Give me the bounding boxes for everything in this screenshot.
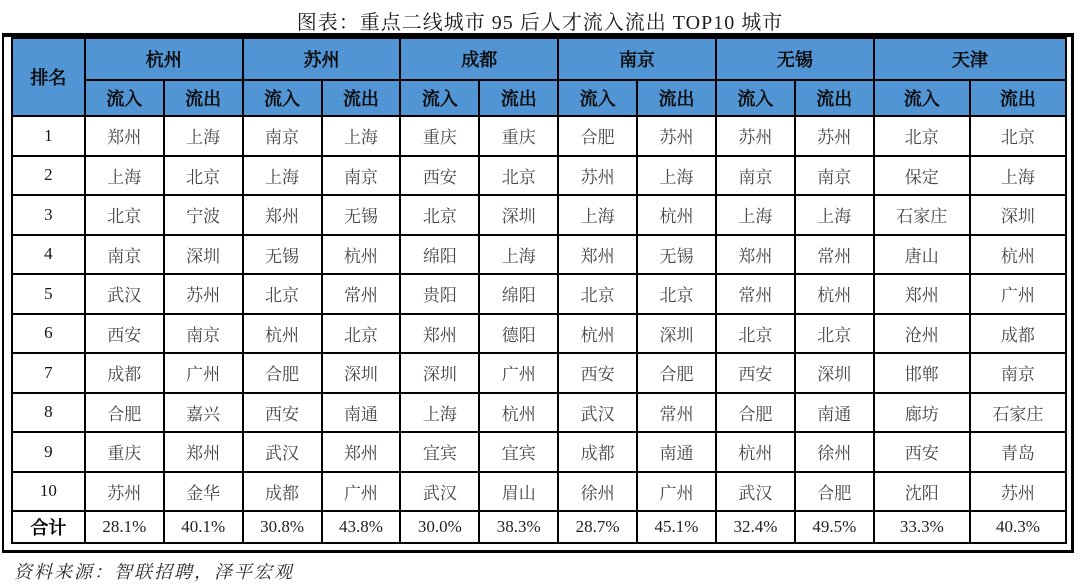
city-cell: 廊坊: [874, 393, 970, 433]
total-cell: 28.1%: [85, 511, 164, 543]
city-cell: 成都: [558, 432, 637, 472]
subheader-inflow-1: 流入: [85, 80, 164, 116]
city-cell: 苏州: [716, 116, 795, 156]
table-row: [12, 195, 1066, 235]
city-cell: 深圳: [795, 353, 874, 393]
city-cell: 杭州: [243, 314, 322, 354]
city-cell: 南通: [637, 432, 716, 472]
city-cell: 南京: [970, 353, 1066, 393]
city-cell: 徐州: [558, 472, 637, 512]
city-cell: 南京: [795, 156, 874, 196]
city-cell: 南通: [322, 393, 401, 433]
city-cell: 郑州: [874, 274, 970, 314]
city-cell: 西安: [400, 156, 479, 196]
subheader-outflow-4: 流出: [637, 80, 716, 116]
city-cell: 杭州: [322, 235, 401, 275]
city-cell: 杭州: [716, 432, 795, 472]
rank-cell: 5: [12, 274, 85, 314]
subheader-outflow-6: 流出: [970, 80, 1066, 116]
city-cell: 重庆: [85, 432, 164, 472]
subheader-inflow-5: 流入: [716, 80, 795, 116]
city-cell: 郑州: [558, 235, 637, 275]
city-cell: 苏州: [970, 472, 1066, 512]
city-cell: 广州: [164, 353, 243, 393]
city-cell: 南京: [322, 156, 401, 196]
table-row: [12, 156, 1066, 196]
city-cell: 合肥: [716, 393, 795, 433]
total-cell: 40.1%: [164, 511, 243, 543]
header-rank: 排名: [12, 38, 85, 116]
table-row: [12, 432, 1066, 472]
city-cell: 无锡: [322, 195, 401, 235]
city-cell: 无锡: [243, 235, 322, 275]
city-cell: 上海: [637, 156, 716, 196]
city-cell: 沈阳: [874, 472, 970, 512]
city-cell: 杭州: [558, 314, 637, 354]
city-cell: 郑州: [322, 432, 401, 472]
header-city-2: 苏州: [243, 38, 401, 80]
city-cell: 宁波: [164, 195, 243, 235]
table-header: [12, 38, 1066, 116]
table-row: [12, 472, 1066, 512]
city-cell: 合肥: [558, 116, 637, 156]
subheader-inflow-4: 流入: [558, 80, 637, 116]
city-cell: 北京: [479, 156, 558, 196]
city-cell: 成都: [85, 353, 164, 393]
rank-cell: 7: [12, 353, 85, 393]
city-cell: 西安: [85, 314, 164, 354]
city-cell: 金华: [164, 472, 243, 512]
city-cell: 武汉: [558, 393, 637, 433]
rank-cell: 6: [12, 314, 85, 354]
city-cell: 合肥: [637, 353, 716, 393]
city-cell: 郑州: [85, 116, 164, 156]
city-cell: 郑州: [400, 314, 479, 354]
city-cell: 北京: [558, 274, 637, 314]
city-cell: 上海: [85, 156, 164, 196]
city-cell: 武汉: [716, 472, 795, 512]
city-cell: 沧州: [874, 314, 970, 354]
city-cell: 保定: [874, 156, 970, 196]
city-cell: 常州: [637, 393, 716, 433]
rank-cell: 10: [12, 472, 85, 512]
city-cell: 德阳: [479, 314, 558, 354]
subheader-inflow-2: 流入: [243, 80, 322, 116]
city-cell: 广州: [970, 274, 1066, 314]
city-cell: 苏州: [85, 472, 164, 512]
page-title: 图表：重点二线城市 95 后人才流入流出 TOP10 城市: [296, 12, 784, 34]
city-cell: 南京: [85, 235, 164, 275]
city-cell: 徐州: [795, 432, 874, 472]
subheader-inflow-3: 流入: [400, 80, 479, 116]
city-cell: 上海: [243, 156, 322, 196]
city-cell: 合肥: [85, 393, 164, 433]
city-cell: 上海: [164, 116, 243, 156]
city-cell: 上海: [400, 393, 479, 433]
subheader-outflow-5: 流出: [795, 80, 874, 116]
city-cell: 杭州: [637, 195, 716, 235]
city-cell: 上海: [558, 195, 637, 235]
total-cell: 43.8%: [322, 511, 401, 543]
total-cell: 32.4%: [716, 511, 795, 543]
header-city-3: 成都: [400, 38, 558, 80]
city-cell: 北京: [795, 314, 874, 354]
city-cell: 成都: [243, 472, 322, 512]
city-cell: 郑州: [164, 432, 243, 472]
city-cell: 深圳: [479, 195, 558, 235]
header-city-5: 无锡: [716, 38, 874, 80]
city-cell: 杭州: [795, 274, 874, 314]
talent-table: [11, 37, 1067, 544]
total-label: 合计: [12, 511, 85, 543]
city-cell: 郑州: [243, 195, 322, 235]
source-note: 资料来源：智联招聘，泽平宏观: [14, 562, 294, 582]
city-cell: 合肥: [795, 472, 874, 512]
city-cell: 重庆: [400, 116, 479, 156]
total-cell: 30.0%: [400, 511, 479, 543]
city-cell: 深圳: [322, 353, 401, 393]
city-cell: 杭州: [970, 235, 1066, 275]
city-cell: 苏州: [795, 116, 874, 156]
city-cell: 广州: [637, 472, 716, 512]
city-cell: 杭州: [479, 393, 558, 433]
total-cell: 38.3%: [479, 511, 558, 543]
city-cell: 南京: [243, 116, 322, 156]
city-cell: 武汉: [400, 472, 479, 512]
city-cell: 北京: [243, 274, 322, 314]
table-row: [12, 274, 1066, 314]
city-cell: 成都: [970, 314, 1066, 354]
total-cell: 33.3%: [874, 511, 970, 543]
city-cell: 广州: [479, 353, 558, 393]
city-cell: 嘉兴: [164, 393, 243, 433]
city-cell: 广州: [322, 472, 401, 512]
city-cell: 合肥: [243, 353, 322, 393]
subheader-row: [12, 80, 1066, 116]
city-cell: 武汉: [85, 274, 164, 314]
table-row: [12, 353, 1066, 393]
city-cell: 唐山: [874, 235, 970, 275]
city-cell: 武汉: [243, 432, 322, 472]
city-cell: 无锡: [637, 235, 716, 275]
city-cell: 宜宾: [479, 432, 558, 472]
city-cell: 苏州: [637, 116, 716, 156]
table-frame: [2, 33, 1074, 553]
city-cell: 重庆: [479, 116, 558, 156]
city-cell: 绵阳: [479, 274, 558, 314]
city-cell: 上海: [716, 195, 795, 235]
city-cell: 深圳: [164, 235, 243, 275]
subheader-inflow-6: 流入: [874, 80, 970, 116]
header-city-1: 杭州: [85, 38, 243, 80]
city-cell: 石家庄: [970, 393, 1066, 433]
city-cell: 北京: [85, 195, 164, 235]
city-header-row: [12, 38, 1066, 80]
city-cell: 郑州: [716, 235, 795, 275]
rank-cell: 2: [12, 156, 85, 196]
total-cell: 45.1%: [637, 511, 716, 543]
total-row: [12, 511, 1066, 543]
city-cell: 深圳: [400, 353, 479, 393]
city-cell: 上海: [970, 156, 1066, 196]
table-row: [12, 393, 1066, 433]
city-cell: 青岛: [970, 432, 1066, 472]
rank-cell: 1: [12, 116, 85, 156]
city-cell: 西安: [874, 432, 970, 472]
city-cell: 西安: [558, 353, 637, 393]
total-cell: 30.8%: [243, 511, 322, 543]
table-row: [12, 314, 1066, 354]
city-cell: 贵阳: [400, 274, 479, 314]
total-cell: 28.7%: [558, 511, 637, 543]
city-cell: 北京: [164, 156, 243, 196]
city-cell: 上海: [322, 116, 401, 156]
city-cell: 深圳: [970, 195, 1066, 235]
header-city-4: 南京: [558, 38, 716, 80]
city-cell: 北京: [716, 314, 795, 354]
table-row: [12, 116, 1066, 156]
table-row: [12, 235, 1066, 275]
rank-cell: 4: [12, 235, 85, 275]
city-cell: 深圳: [637, 314, 716, 354]
city-cell: 常州: [716, 274, 795, 314]
city-cell: 西安: [716, 353, 795, 393]
city-cell: 眉山: [479, 472, 558, 512]
header-city-6: 天津: [874, 38, 1066, 80]
city-cell: 北京: [874, 116, 970, 156]
city-cell: 南通: [795, 393, 874, 433]
city-cell: 绵阳: [400, 235, 479, 275]
city-cell: 邯郸: [874, 353, 970, 393]
city-cell: 常州: [322, 274, 401, 314]
subheader-outflow-3: 流出: [479, 80, 558, 116]
city-cell: 上海: [795, 195, 874, 235]
subheader-outflow-2: 流出: [322, 80, 401, 116]
city-cell: 北京: [322, 314, 401, 354]
city-cell: 常州: [795, 235, 874, 275]
city-cell: 石家庄: [874, 195, 970, 235]
table-body: [12, 116, 1066, 543]
rank-cell: 3: [12, 195, 85, 235]
city-cell: 西安: [243, 393, 322, 433]
rank-cell: 8: [12, 393, 85, 433]
total-cell: 49.5%: [795, 511, 874, 543]
rank-cell: 9: [12, 432, 85, 472]
city-cell: 南京: [164, 314, 243, 354]
city-cell: 北京: [400, 195, 479, 235]
city-cell: 北京: [970, 116, 1066, 156]
city-cell: 宜宾: [400, 432, 479, 472]
subheader-outflow-1: 流出: [164, 80, 243, 116]
city-cell: 北京: [637, 274, 716, 314]
city-cell: 上海: [479, 235, 558, 275]
city-cell: 苏州: [558, 156, 637, 196]
total-cell: 40.3%: [970, 511, 1066, 543]
city-cell: 苏州: [164, 274, 243, 314]
city-cell: 南京: [716, 156, 795, 196]
